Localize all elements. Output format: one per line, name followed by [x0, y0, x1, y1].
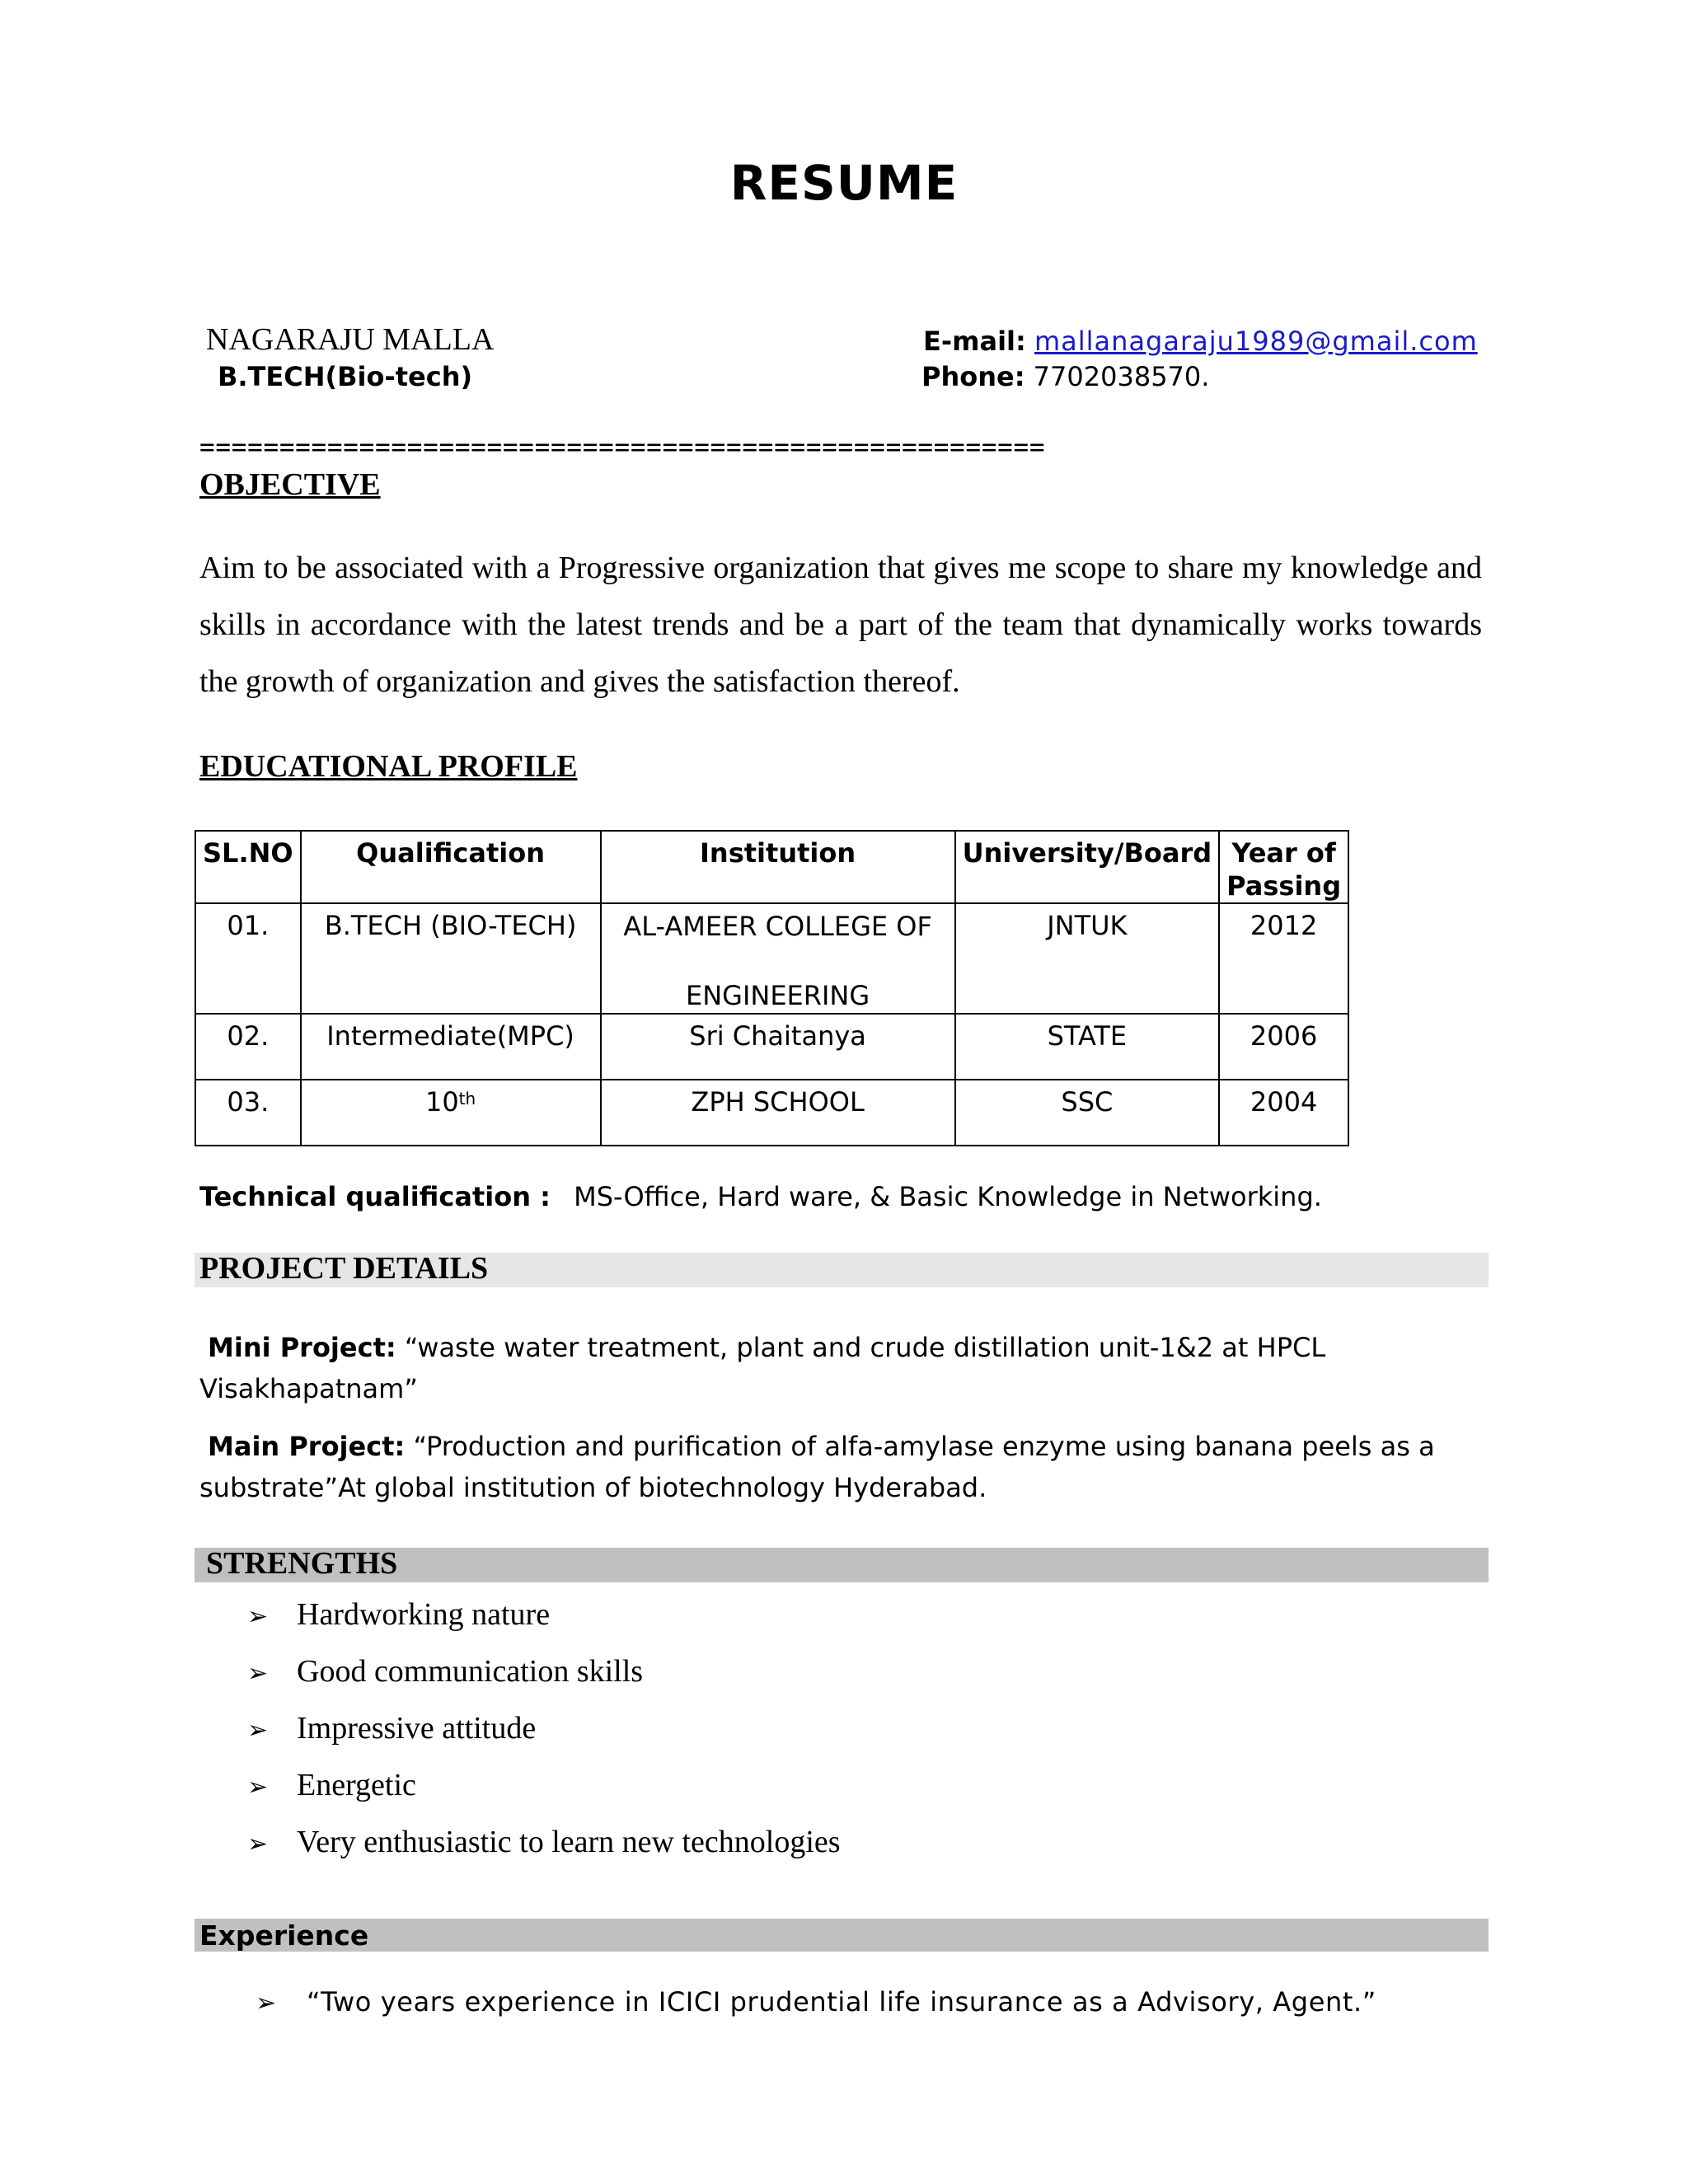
- strength-text: Impressive attitude: [297, 1711, 537, 1746]
- candidate-degree: B.TECH(Bio-tech): [218, 361, 473, 392]
- phone-label: Phone:: [921, 361, 1025, 392]
- mini-project-text: “waste water treatment, plant and crude distillation unit-1&2 at HPCL Visakhapatnam”: [199, 1332, 1326, 1404]
- column-header: Qualification: [301, 831, 601, 903]
- cell-qualification: Intermediate(MPC): [301, 1014, 601, 1080]
- cell-year: 2004: [1219, 1080, 1348, 1146]
- arrow-bullet-icon: ➢: [247, 1716, 269, 1745]
- technical-label: Technical qualification :: [199, 1181, 551, 1212]
- resume-title: RESUME: [729, 155, 959, 211]
- email-label: E-mail:: [923, 326, 1026, 357]
- cell-year: 2006: [1219, 1014, 1348, 1080]
- qualification-text: 10: [424, 1086, 459, 1118]
- strengths-heading: STRENGTHS: [206, 1546, 398, 1581]
- strength-text: Hardworking nature: [297, 1597, 551, 1632]
- arrow-bullet-icon: ➢: [247, 1602, 269, 1631]
- strength-text: Very enthusiastic to learn new technologies: [297, 1825, 841, 1859]
- strength-text: Good communication skills: [297, 1654, 644, 1689]
- experience-item: [256, 1986, 1376, 2018]
- cell-institution: Sri Chaitanya: [601, 1014, 955, 1080]
- column-header: University/Board: [955, 831, 1220, 903]
- cell-slno: 03.: [195, 1080, 301, 1146]
- list-item: [247, 1591, 841, 1647]
- column-header: Year of Passing: [1219, 831, 1348, 903]
- cell-qualification: [301, 1080, 601, 1146]
- email-row: [923, 326, 1478, 357]
- project-heading: PROJECT DETAILS: [199, 1251, 489, 1286]
- phone-row: [921, 361, 1209, 392]
- list-item: [247, 1647, 841, 1704]
- technical-qualification: [199, 1181, 1322, 1212]
- arrow-bullet-icon: ➢: [247, 1830, 269, 1858]
- table-row: [195, 1080, 1348, 1146]
- cell-institution: ZPH SCHOOL: [601, 1080, 955, 1146]
- strengths-list: [247, 1591, 841, 1875]
- education-heading: EDUCATIONAL PROFILE: [199, 749, 578, 784]
- cell-board: SSC: [955, 1080, 1220, 1146]
- column-header: SL.NO: [195, 831, 301, 903]
- cell-institution: [601, 903, 955, 1014]
- list-item: [247, 1704, 841, 1761]
- email-link[interactable]: mallanagaraju1989@gmail.com: [1034, 326, 1478, 357]
- strength-text: Energetic: [297, 1768, 416, 1802]
- list-item: [247, 1761, 841, 1818]
- cell-slno: 02.: [195, 1014, 301, 1080]
- mini-project-label: Mini Project:: [208, 1332, 396, 1363]
- candidate-name: NAGARAJU MALLA: [206, 322, 495, 357]
- cell-year: 2012: [1219, 903, 1348, 1014]
- main-project: [199, 1426, 1482, 1508]
- mini-project: [199, 1327, 1482, 1409]
- objective-text: Aim to be associated with a Progressive organization that gives me scope to share my knowledge and skills in accordance with the latest trends and be a part of the team that dynamically works towards the growth of organization and gives the satisfaction thereof.: [199, 551, 1482, 699]
- table-row: [195, 903, 1348, 1014]
- qualification-superscript: th: [458, 1089, 476, 1108]
- experience-heading: Experience: [199, 1919, 369, 1952]
- column-header: Institution: [601, 831, 955, 903]
- institution-line: ENGINEERING: [685, 980, 870, 1011]
- experience-heading-bar: [195, 1919, 1489, 1952]
- main-project-label: Main Project:: [208, 1431, 406, 1462]
- arrow-bullet-icon: ➢: [247, 1659, 269, 1688]
- arrow-bullet-icon: ➢: [256, 1989, 277, 2018]
- cell-slno: 01.: [195, 903, 301, 1014]
- objective-heading: OBJECTIVE: [199, 467, 381, 502]
- arrow-bullet-icon: ➢: [247, 1773, 269, 1802]
- experience-text: “Two years experience in ICICI prudential life insurance as a Advisory, Agent.”: [307, 1986, 1376, 2018]
- cell-board: STATE: [955, 1014, 1220, 1080]
- education-table: [195, 830, 1349, 1146]
- phone-number: 7702038570.: [1033, 361, 1210, 392]
- main-project-text: “Production and purification of alfa-amylase enzyme using banana peels as a substrate”At global institution of biotechnology Hyderabad.: [199, 1431, 1435, 1503]
- technical-value: MS-Office, Hard ware, & Basic Knowledge in Networking.: [574, 1181, 1322, 1212]
- separator-line: =====================================================: [199, 433, 1046, 462]
- cell-qualification: B.TECH (BIO-TECH): [301, 903, 601, 1014]
- list-item: [247, 1818, 841, 1875]
- table-header-row: [195, 831, 1348, 903]
- table-row: [195, 1014, 1348, 1080]
- institution-line: AL-AMEER COLLEGE OF: [623, 911, 932, 942]
- cell-board: JNTUK: [955, 903, 1220, 1014]
